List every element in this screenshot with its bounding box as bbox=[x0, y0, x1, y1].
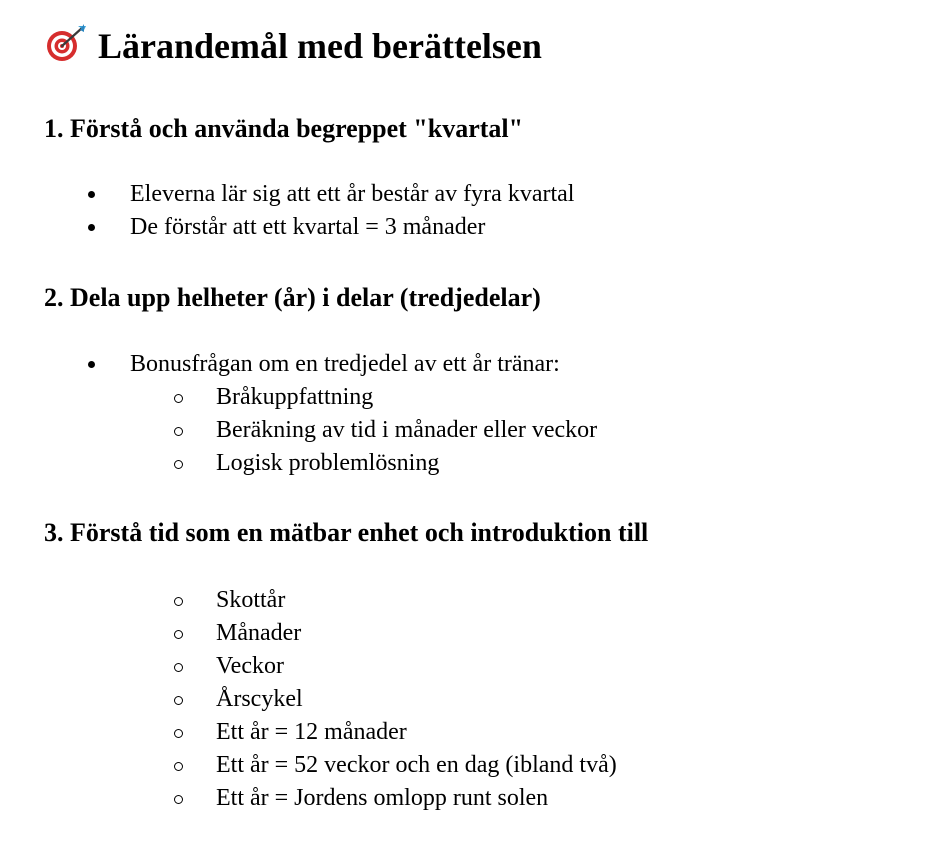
dart-target-icon bbox=[44, 24, 88, 64]
section-heading-3: 3. Förstå tid som en mätbar enhet och introduktion till bbox=[44, 518, 649, 547]
sub-list-item: Månader bbox=[44, 617, 617, 650]
section-2-list bbox=[44, 348, 597, 480]
sub-list-item: Beräkning av tid i månader eller veckor bbox=[44, 414, 597, 447]
sub-list-item: Årscykel bbox=[44, 683, 617, 716]
page-title-text: Lärandemål med berättelsen bbox=[98, 26, 542, 66]
sub-list-item: Ett år = Jordens omlopp runt solen bbox=[44, 782, 617, 815]
list-item: Bonusfrågan om en tredjedel av ett år tränar: bbox=[44, 348, 597, 381]
sub-list-item: Bråkuppfattning bbox=[44, 381, 597, 414]
list-item: Eleverna lär sig att ett år består av fyra kvartal bbox=[44, 178, 574, 211]
sub-list-item: Skottår bbox=[44, 584, 617, 617]
section-1-list bbox=[44, 178, 574, 244]
list-item: De förstår att ett kvartal = 3 månader bbox=[44, 211, 574, 244]
sub-list-item: Ett år = 52 veckor och en dag (ibland två) bbox=[44, 749, 617, 782]
sub-list-item: Veckor bbox=[44, 650, 617, 683]
section-3-list bbox=[44, 584, 617, 815]
sub-list-item: Logisk problemlösning bbox=[44, 447, 597, 480]
sub-list-item: Ett år = 12 månader bbox=[44, 716, 617, 749]
page-title bbox=[44, 22, 542, 70]
section-heading-2: 2. Dela upp helheter (år) i delar (tredjedelar) bbox=[44, 283, 541, 312]
section-heading-1: 1. Förstå och använda begreppet "kvartal" bbox=[44, 114, 524, 143]
